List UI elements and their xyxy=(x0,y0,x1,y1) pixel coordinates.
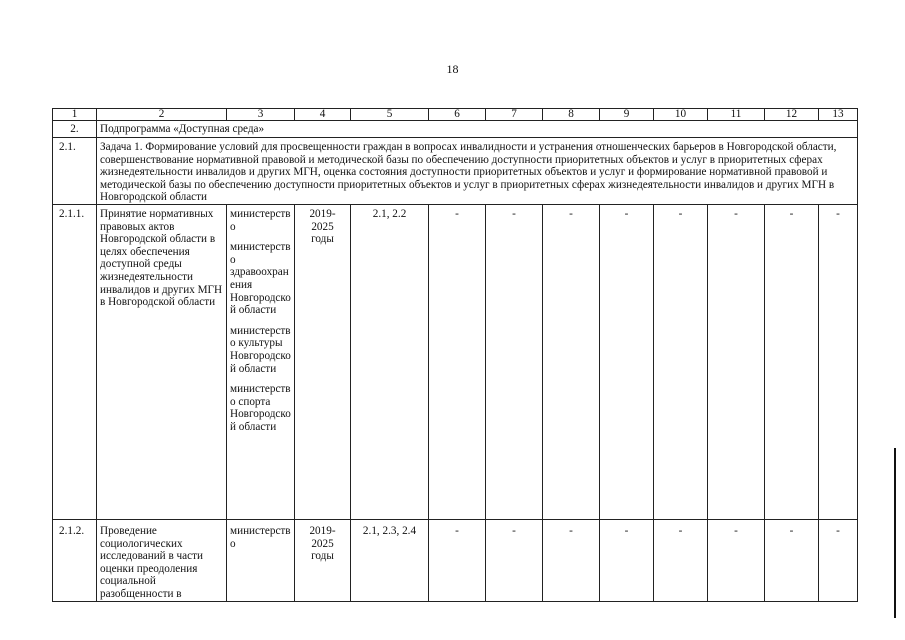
task-number: 2.1. xyxy=(53,138,97,205)
task-row xyxy=(53,138,858,205)
row-value: - xyxy=(819,205,858,520)
row-value: - xyxy=(486,205,543,520)
subprogram-row xyxy=(53,121,858,138)
col-num-12: 12 xyxy=(765,109,819,121)
row-name: Проведение социологических исследований в части оценки преодоления социальной разобщенности в xyxy=(97,520,227,602)
col-num-8: 8 xyxy=(543,109,600,121)
row-value: - xyxy=(429,520,486,602)
col-num-5: 5 xyxy=(351,109,429,121)
row-value: - xyxy=(600,205,654,520)
col-num-11: 11 xyxy=(708,109,765,121)
executor: министерство спорта Новгородской области xyxy=(230,383,291,433)
col-num-3: 3 xyxy=(227,109,295,121)
col-num-10: 10 xyxy=(654,109,708,121)
col-num-6: 6 xyxy=(429,109,486,121)
row-indicators: 2.1, 2.2 xyxy=(351,205,429,520)
executor: министерство здравоохранения Новгородской области xyxy=(230,241,291,317)
executor: министерство культуры Новгородской области xyxy=(230,324,291,375)
col-num-9: 9 xyxy=(600,109,654,121)
row-value: - xyxy=(654,205,708,520)
row-value: - xyxy=(543,205,600,520)
subprogram-number: 2. xyxy=(53,121,97,138)
row-period: 2019-2025 годы xyxy=(295,520,351,602)
page-edge-line xyxy=(894,448,896,618)
col-num-4: 4 xyxy=(295,109,351,121)
row-period: 2019-2025 годы xyxy=(295,205,351,520)
page-number: 18 xyxy=(446,62,459,76)
row-value: - xyxy=(819,520,858,602)
task-text: Задача 1. Формирование условий для просвещенности граждан в вопросах инвалидности и устранения отношенческих барьеров в Новгородской области, совершенствование нормативной правовой и методической базы по обеспечению доступности приоритетных объектов и услуг в приоритетных сферах жизнедеятельности инвалидов и других МГН, оценка состояния доступности приоритетных объектов и услуг и формирование нормативной правовой и методической базы по обеспечению доступности приоритетных объектов и услуг в приоритетных сферах жизнедеятельности инвалидов и других МГН в Новгородской области xyxy=(97,138,858,205)
row-value: - xyxy=(600,520,654,602)
row-number: 2.1.2. xyxy=(53,520,97,602)
table-row xyxy=(53,520,858,602)
row-value: - xyxy=(543,520,600,602)
table-row xyxy=(53,205,858,520)
row-value: - xyxy=(654,520,708,602)
row-value: - xyxy=(429,205,486,520)
row-executors xyxy=(227,205,295,520)
row-value: - xyxy=(486,520,543,602)
executor: министерство xyxy=(230,208,291,233)
column-number-row xyxy=(53,109,858,121)
col-num-1: 1 xyxy=(53,109,97,121)
row-indicators: 2.1, 2.3, 2.4 xyxy=(351,520,429,602)
subprogram-title: Подпрограмма «Доступная среда» xyxy=(97,121,858,138)
row-value: - xyxy=(765,205,819,520)
col-num-13: 13 xyxy=(819,109,858,121)
row-value: - xyxy=(708,205,765,520)
row-value: - xyxy=(765,520,819,602)
row-executors xyxy=(227,520,295,602)
executor: министерство xyxy=(230,525,291,550)
program-table xyxy=(52,108,858,602)
row-number: 2.1.1. xyxy=(53,205,97,520)
col-num-2: 2 xyxy=(97,109,227,121)
col-num-7: 7 xyxy=(486,109,543,121)
row-value: - xyxy=(708,520,765,602)
row-name: Принятие нормативных правовых актов Новгородской области в целях обеспечения доступной среды жизнедеятельности инвалидов и других МГН в Новгородской области xyxy=(97,205,227,520)
